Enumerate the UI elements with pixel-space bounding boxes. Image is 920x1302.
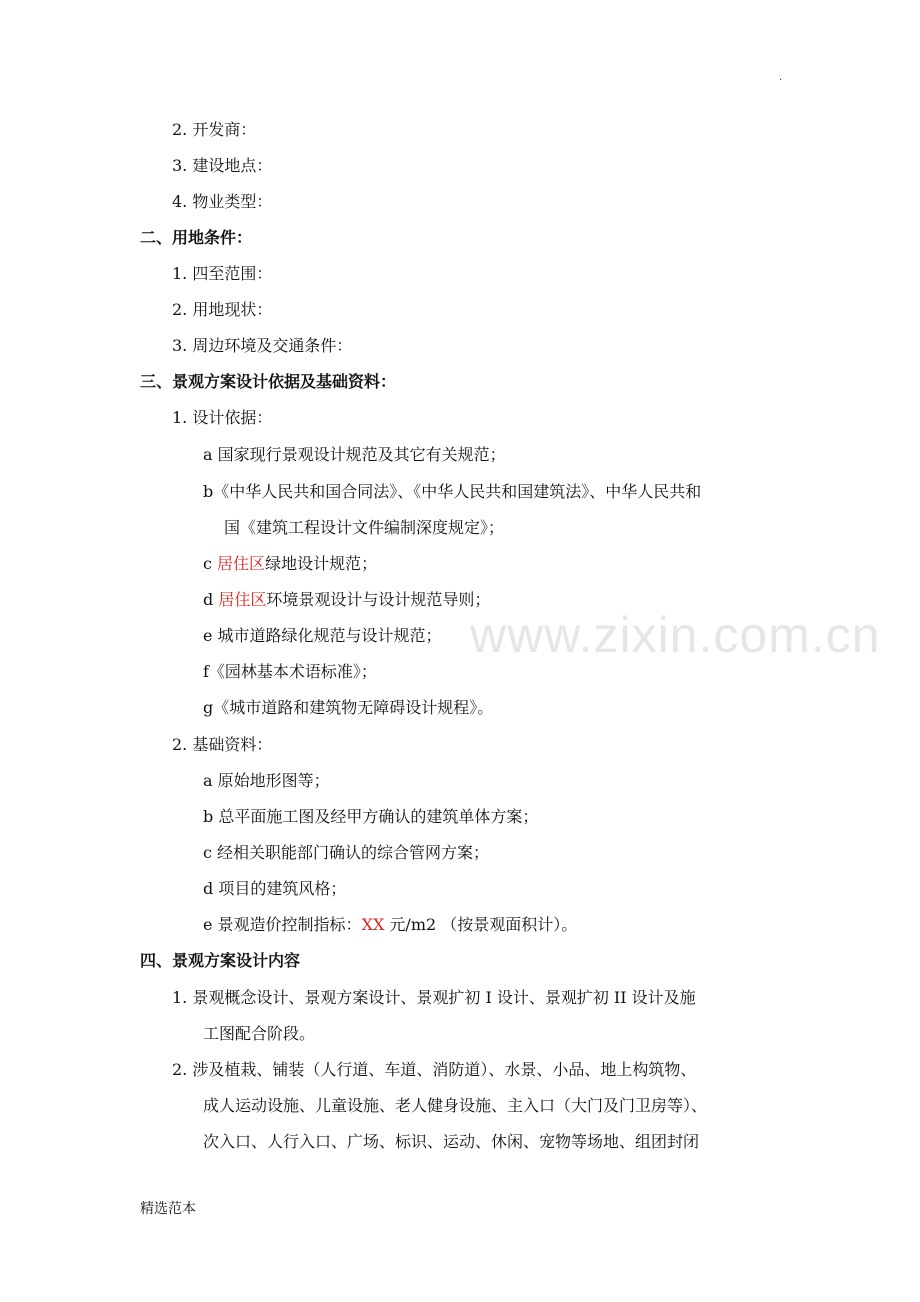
sub-item: g《城市道路和建筑物无障碍设计规程》。 (203, 698, 494, 717)
sub-item (203, 917, 577, 933)
section-heading: 四、景观方案设计内容 (140, 951, 301, 970)
section-heading: 二、用地条件： (140, 228, 253, 247)
item-letter: d (203, 590, 219, 609)
sub-item: b《中华人民共和国合同法》、《中华人民共和国建筑法》、中华人民共和 (203, 482, 702, 501)
list-item: 1. 设计依据： (172, 408, 273, 427)
list-item: 2. 开发商： (172, 120, 257, 139)
item-text: 元/m2 （按景观面积计）。 (384, 915, 578, 934)
watermark: www.zixin.com.cn (470, 607, 881, 663)
header-mark: . (779, 72, 783, 83)
sub-item: f《园林基本术语标准》； (203, 662, 377, 681)
list-item: 1. 四至范围： (172, 264, 273, 283)
item-text: 环境景观设计与设计规范导则； (266, 590, 491, 609)
sub-item: c 经相关职能部门确认的综合管网方案； (203, 843, 490, 862)
sub-item: b 总平面施工图及经甲方确认的建筑单体方案； (203, 807, 539, 826)
item-text: 绿地设计规范； (265, 554, 378, 573)
item-letter: c (203, 554, 218, 573)
list-item: 3. 周边环境及交通条件： (172, 336, 353, 355)
list-item-continuation: 工图配合阶段。 (203, 1024, 316, 1043)
list-item: 2. 涉及植栽、铺装（人行道、车道、消防道）、水景、小品、地上构筑物、 (172, 1060, 697, 1079)
page-footer: 精选范本 (140, 1201, 196, 1217)
sub-item: a 国家现行景观设计规范及其它有关规范； (203, 445, 506, 464)
sub-item-continuation: 国《建筑工程设计文件编制深度规定》； (224, 518, 505, 537)
highlight-text: XX (361, 915, 385, 934)
list-item: 3. 建设地点： (172, 156, 273, 175)
highlight-text: 居住区 (217, 554, 266, 573)
list-item: 4. 物业类型： (172, 192, 273, 211)
list-item-continuation: 次入口、人行入口、广场、标识、运动、休闲、宠物等场地、组团封闭 (203, 1132, 700, 1151)
item-text: e 景观造价控制指标： (203, 915, 362, 934)
highlight-text: 居住区 (218, 590, 267, 609)
list-item-continuation: 成人运动设施、儿童设施、老人健身设施、主入口（大门及门卫房等）、 (203, 1096, 708, 1115)
list-item: 1. 景观概念设计、景观方案设计、景观扩初 I 设计、景观扩初 II 设计及施 (172, 988, 696, 1007)
list-item: 2. 基础资料： (172, 735, 273, 754)
sub-item: a 原始地形图等； (203, 771, 330, 790)
sub-item (203, 556, 377, 572)
sub-item: d 项目的建筑风格； (203, 879, 347, 898)
section-heading: 三、景观方案设计依据及基础资料： (140, 372, 397, 391)
list-item: 2. 用地现状： (172, 300, 273, 319)
sub-item (203, 592, 490, 608)
sub-item: e 城市道路绿化规范与设计规范； (203, 626, 442, 645)
